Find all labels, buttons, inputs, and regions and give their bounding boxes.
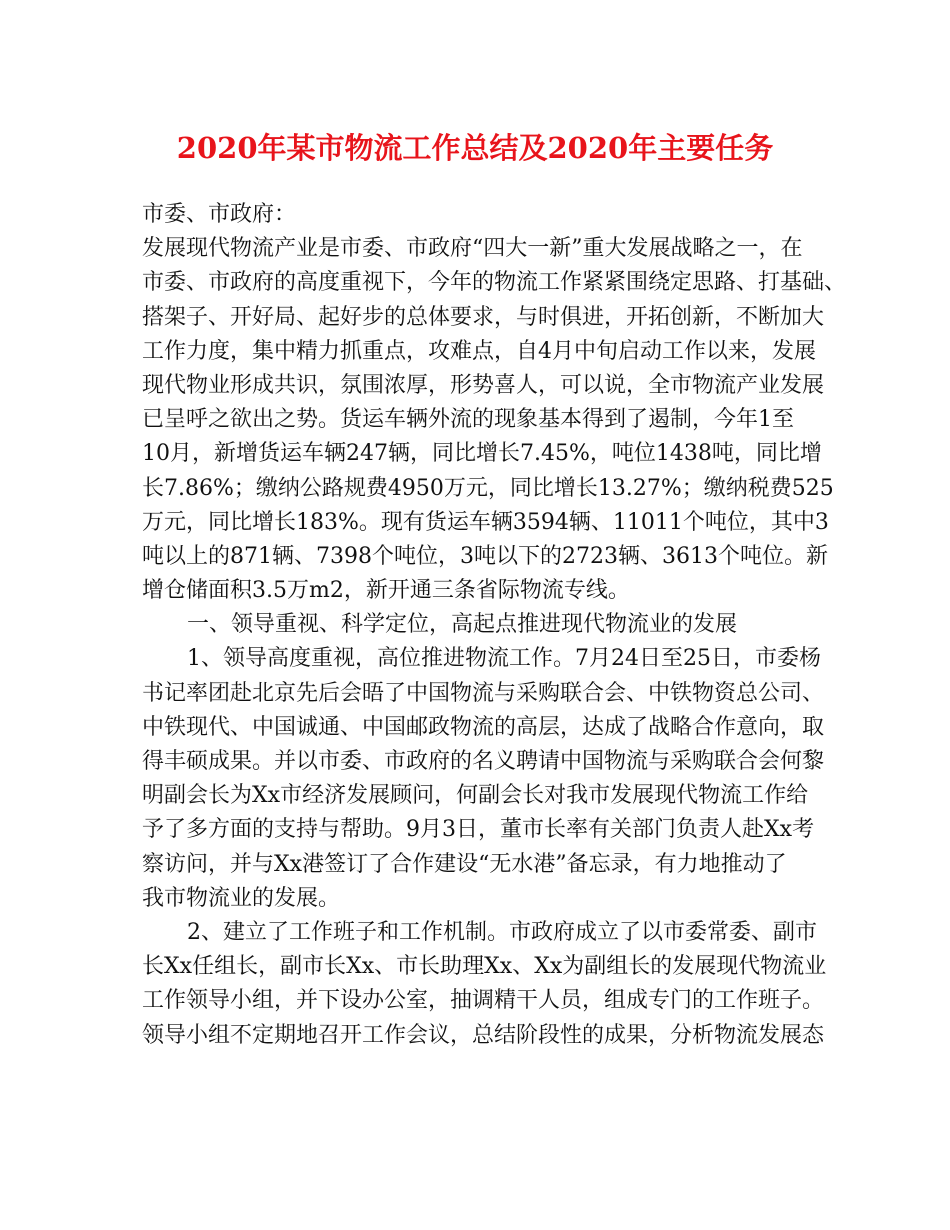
- body-line: 领导小组不定期地召开工作会议，总结阶段性的成果，分析物流发展态: [142, 1022, 825, 1048]
- body-line: 现代物业形成共识，氛围浓厚，形势喜人，可以说，全市物流产业发展: [142, 372, 825, 398]
- section-heading: 一、领导重视、科学定位，高起点推进现代物流业的发展: [187, 612, 738, 638]
- body-line: 工作领导小组，并下设办公室，抽调精干人员，组成专门的工作班子。: [142, 988, 825, 1014]
- document-title: 2020年某市物流工作总结及2020年主要任务: [176, 131, 774, 165]
- body-line: 察访问，并与Xx港签订了合作建设“无水港”备忘录，有力地推动了: [142, 851, 787, 877]
- body-line: 予了多方面的支持与帮助。9月3日，董市长率有关部门负责人赴Xx考: [142, 817, 815, 843]
- document-body: [142, 198, 847, 1053]
- body-line: 发展现代物流产业是市委、市政府“四大一新”重大发展战略之一，在: [142, 236, 803, 262]
- body-line: 增仓储面积3.5万m2，新开通三条省际物流专线。: [142, 578, 630, 604]
- body-line: 工作力度，集中精力抓重点，攻难点，自4月中旬启动工作以来，发展: [142, 338, 816, 364]
- body-line: 吨以上的871辆、7398个吨位，3吨以下的2723辆、3613个吨位。新: [142, 543, 828, 569]
- body-line: 我市物流业的发展。: [142, 885, 341, 911]
- body-line: 长Xx任组长，副市长Xx、市长助理Xx、Xx为副组长的发展现代物流业: [142, 954, 827, 980]
- body-line: 得丰硕成果。并以市委、市政府的名义聘请中国物流与采购联合会何黎: [142, 749, 825, 774]
- body-line: 10月，新增货运车辆247辆，同比增长7.45%，吨位1438吨，同比增: [142, 441, 822, 467]
- body-line: 市委、市政府的高度重视下，今年的物流工作紧紧围绕定思路、打基础、: [142, 270, 847, 296]
- body-line: 搭架子、开好局、起好步的总体要求，与时俱进，开拓创新，不断加大: [142, 304, 825, 330]
- body-line: 明副会长为Xx市经济发展顾问，何副会长对我市发展现代物流工作给: [142, 783, 809, 809]
- body-line: 中铁现代、中国诚通、中国邮政物流的高层，达成了战略合作意向，取: [142, 714, 825, 740]
- body-line: 2、建立了工作班子和工作机制。市政府成立了以市委常委、副市: [187, 919, 817, 945]
- salutation-line: 市委、市政府：: [142, 202, 297, 227]
- body-line: 万元，同比增长183%。现有货运车辆3594辆、11011个吨位，其中3: [142, 509, 829, 535]
- body-line: 已呈呼之欲出之势。货运车辆外流的现象基本得到了遏制，今年1至: [142, 407, 794, 433]
- body-line: 长7.86%；缴纳公路规费4950万元，同比增长13.27%；缴纳税费525: [142, 475, 834, 501]
- body-line: 1、领导高度重视，高位推进物流工作。7月24日至25日，市委杨: [187, 646, 821, 672]
- body-line: 书记率团赴北京先后会晤了中国物流与采购联合会、中铁物资总公司、: [142, 680, 825, 706]
